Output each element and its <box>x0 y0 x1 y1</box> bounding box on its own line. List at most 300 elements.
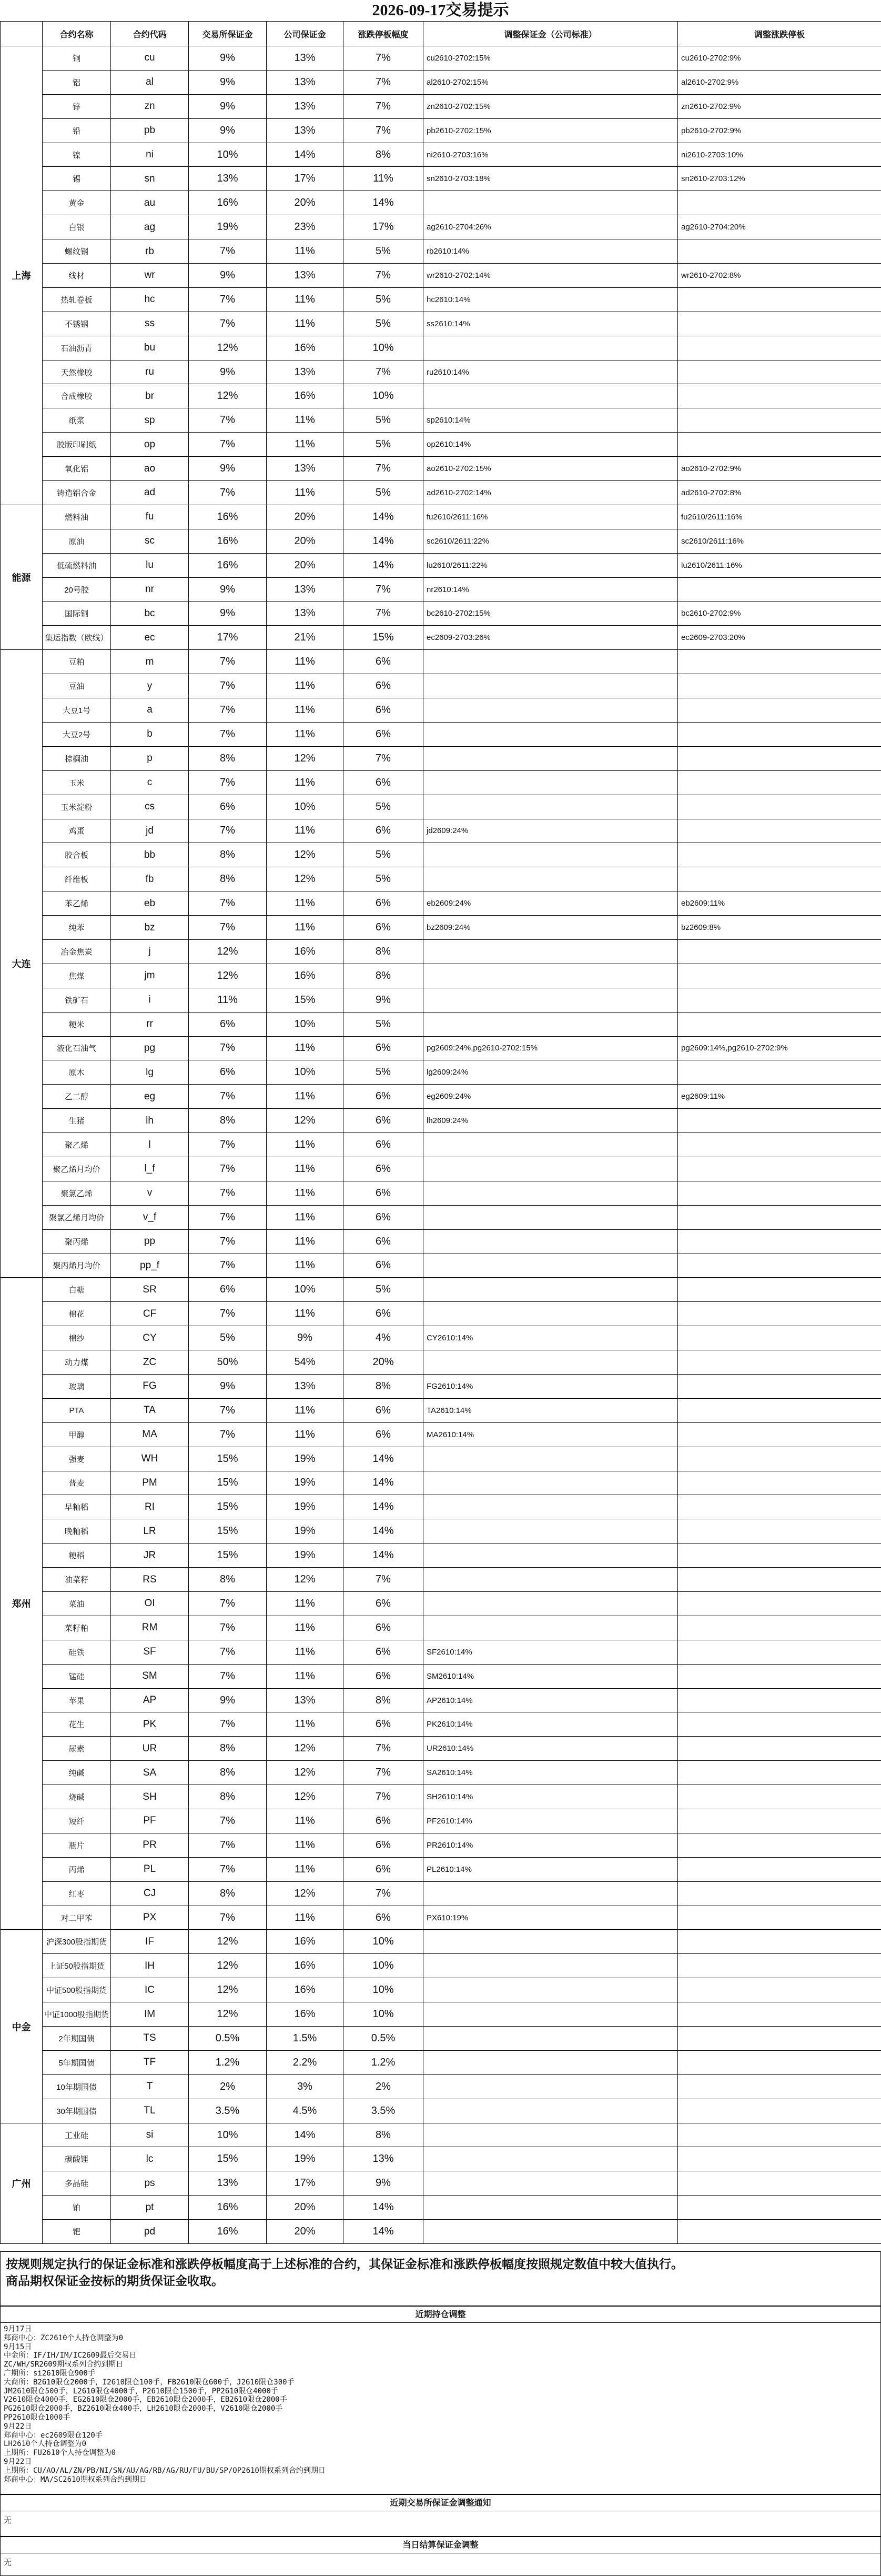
exchange-label: 中金 <box>1 1930 43 2123</box>
adjusted-limit-cell <box>678 408 881 433</box>
contract-name-cell: 原木 <box>43 1060 111 1085</box>
exchange-margin-cell: 5% <box>189 1326 267 1350</box>
contract-code-cell: TF <box>111 2050 189 2074</box>
limit-range-cell: 0.5% <box>343 2027 423 2051</box>
contract-name-cell: 20号胶 <box>43 577 111 602</box>
limit-range-cell: 5% <box>343 239 423 264</box>
adjusted-limit-cell <box>678 1978 881 2002</box>
company-margin-cell: 11% <box>267 1616 343 1640</box>
limit-range-cell: 8% <box>343 2123 423 2147</box>
contract-name-cell: 烧碱 <box>43 1785 111 1809</box>
contract-code-cell: IM <box>111 2002 189 2027</box>
adjusted-margin-cell <box>423 2002 678 2027</box>
adjusted-margin-cell: ao2610-2702:15% <box>423 457 678 481</box>
table-row <box>1 167 881 191</box>
limit-range-cell: 8% <box>343 1374 423 1398</box>
company-margin-cell: 20% <box>267 505 343 529</box>
table-row <box>1 1350 881 1375</box>
table-row <box>1 1229 881 1254</box>
contract-name-cell: 瓶片 <box>43 1833 111 1857</box>
exchange-margin-cell: 7% <box>189 916 267 940</box>
header-blank <box>1 22 43 46</box>
contract-code-cell: ao <box>111 457 189 481</box>
contract-code-cell: SM <box>111 1664 189 1688</box>
margin-table <box>0 21 881 2244</box>
exchange-label: 郑州 <box>1 1278 43 1930</box>
limit-range-cell: 8% <box>343 964 423 988</box>
table-row <box>1 1495 881 1519</box>
settle-margin-header: 当日结算保证金调整 <box>0 2537 881 2553</box>
exchange-margin-cell: 8% <box>189 1881 267 1906</box>
adjusted-limit-cell <box>678 795 881 819</box>
table-row <box>1 1592 881 1616</box>
limit-range-cell: 5% <box>343 481 423 505</box>
company-margin-cell: 11% <box>267 1712 343 1737</box>
table-row <box>1 2002 881 2027</box>
exchange-margin-cell: 7% <box>189 770 267 795</box>
adjusted-limit-cell <box>678 1471 881 1495</box>
contract-code-cell: SF <box>111 1640 189 1664</box>
adjusted-limit-cell <box>678 1906 881 1930</box>
table-row <box>1 1326 881 1350</box>
adjusted-limit-cell: pb2610-2702:9% <box>678 118 881 143</box>
limit-range-cell: 6% <box>343 1036 423 1060</box>
exchange-margin-cell: 7% <box>189 722 267 746</box>
limit-range-cell: 6% <box>343 1133 423 1157</box>
company-margin-cell: 11% <box>267 1133 343 1157</box>
contract-name-cell: 甲醇 <box>43 1422 111 1447</box>
adjusted-margin-cell: fu2610/2611:16% <box>423 505 678 529</box>
exchange-margin-cell: 7% <box>189 481 267 505</box>
adjusted-limit-cell <box>678 1302 881 1326</box>
table-row <box>1 336 881 360</box>
adjusted-limit-cell: eb2609:11% <box>678 891 881 916</box>
adjusted-margin-cell: pb2610-2702:15% <box>423 118 678 143</box>
company-margin-cell: 11% <box>267 650 343 674</box>
contract-code-cell: op <box>111 433 189 457</box>
recent-line: V2610限仓4000手，EG2610限仓2000手，EB2610限仓2000手，EB2610限仓2000手 <box>4 2395 287 2404</box>
limit-range-cell: 6% <box>343 650 423 674</box>
adjusted-margin-cell: al2610-2702:15% <box>423 70 678 94</box>
contract-name-cell: 30年期国债 <box>43 2099 111 2123</box>
table-row <box>1 2171 881 2196</box>
adjusted-limit-cell <box>678 722 881 746</box>
limit-range-cell: 5% <box>343 408 423 433</box>
company-margin-cell: 12% <box>267 1881 343 1906</box>
contract-code-cell: eb <box>111 891 189 916</box>
limit-range-cell: 6% <box>343 1616 423 1640</box>
table-row <box>1 1761 881 1785</box>
contract-name-cell: 液化石油气 <box>43 1036 111 1060</box>
adjusted-limit-cell <box>678 2220 881 2244</box>
adjusted-limit-cell <box>678 1012 881 1036</box>
adjusted-margin-cell: wr2610-2702:14% <box>423 264 678 288</box>
contract-code-cell: cs <box>111 795 189 819</box>
adjusted-limit-cell <box>678 1326 881 1350</box>
adjusted-margin-cell <box>423 2099 678 2123</box>
company-margin-cell: 16% <box>267 336 343 360</box>
contract-code-cell: TS <box>111 2027 189 2051</box>
contract-name-cell: 大豆2号 <box>43 722 111 746</box>
limit-range-cell: 6% <box>343 1857 423 1881</box>
adjusted-margin-cell: ni2610-2703:16% <box>423 143 678 167</box>
exchange-margin-cell: 8% <box>189 867 267 891</box>
contract-code-cell: lg <box>111 1060 189 1085</box>
exchange-margin-cell: 7% <box>189 287 267 312</box>
contract-code-cell: eg <box>111 1085 189 1109</box>
adjusted-limit-cell <box>678 2027 881 2051</box>
exchange-margin-cell: 9% <box>189 70 267 94</box>
limit-range-cell: 8% <box>343 939 423 964</box>
limit-range-cell: 7% <box>343 1568 423 1592</box>
contract-name-cell: 玉米 <box>43 770 111 795</box>
adjusted-limit-cell <box>678 1157 881 1181</box>
limit-range-cell: 11% <box>343 167 423 191</box>
contract-name-cell: 动力煤 <box>43 1350 111 1375</box>
company-margin-cell: 11% <box>267 287 343 312</box>
table-row <box>1 1640 881 1664</box>
limit-range-cell: 7% <box>343 1785 423 1809</box>
table-row <box>1 191 881 215</box>
contract-name-cell: 国际铜 <box>43 602 111 626</box>
table-row <box>1 215 881 239</box>
adjusted-limit-cell <box>678 1398 881 1422</box>
company-margin-cell: 12% <box>267 1109 343 1133</box>
contract-code-cell: UR <box>111 1737 189 1761</box>
recent-line: LH2610个人持仓调整为0 <box>4 2440 87 2449</box>
table-row <box>1 2050 881 2074</box>
table-row <box>1 1954 881 1978</box>
contract-code-cell: sp <box>111 408 189 433</box>
contract-name-cell: 尿素 <box>43 1737 111 1761</box>
adjusted-limit-cell <box>678 2074 881 2099</box>
exchange-margin-cell: 12% <box>189 384 267 408</box>
contract-code-cell: pd <box>111 2220 189 2244</box>
table-row <box>1 795 881 819</box>
recent-line: 9月15日 <box>4 2342 32 2351</box>
table-row <box>1 2074 881 2099</box>
adjusted-margin-cell <box>423 1350 678 1375</box>
contract-name-cell: 钯 <box>43 2220 111 2244</box>
company-margin-cell: 20% <box>267 2220 343 2244</box>
company-margin-cell: 11% <box>267 1398 343 1422</box>
company-margin-cell: 11% <box>267 1664 343 1688</box>
limit-range-cell: 6% <box>343 1809 423 1833</box>
contract-code-cell: al <box>111 70 189 94</box>
table-row <box>1 2027 881 2051</box>
contract-name-cell: 白糖 <box>43 1278 111 1302</box>
contract-name-cell: 白银 <box>43 215 111 239</box>
exchange-margin-cell: 8% <box>189 1737 267 1761</box>
table-row <box>1 867 881 891</box>
contract-name-cell: 豆粕 <box>43 650 111 674</box>
limit-range-cell: 9% <box>343 2171 423 2196</box>
limit-range-cell: 4% <box>343 1326 423 1350</box>
exchange-margin-cell: 7% <box>189 819 267 843</box>
company-margin-cell: 11% <box>267 698 343 723</box>
contract-name-cell: 铂 <box>43 2196 111 2220</box>
adjusted-margin-cell: SA2610:14% <box>423 1761 678 1785</box>
company-margin-cell: 19% <box>267 1495 343 1519</box>
exchange-margin-cell: 12% <box>189 1978 267 2002</box>
contract-code-cell: ni <box>111 143 189 167</box>
adjusted-limit-cell: sc2610/2611:16% <box>678 529 881 553</box>
recent-line: ZC/WH/SR2609期权系列合约到期日 <box>4 2360 124 2369</box>
table-header-row <box>1 22 881 46</box>
exchange-label: 广州 <box>1 2123 43 2243</box>
table-row <box>1 1519 881 1543</box>
adjusted-margin-cell: PF2610:14% <box>423 1809 678 1833</box>
contract-name-cell: 线材 <box>43 264 111 288</box>
recent-line: 上期所：CU/AO/AL/ZN/PB/NI/SN/AU/AG/RB/AG/RU/FU/BU/SP/OP2610期权系列合约到期日 <box>4 2466 326 2475</box>
table-row <box>1 94 881 118</box>
exchange-margin-cell: 8% <box>189 843 267 867</box>
contract-name-cell: 聚氯乙烯月均价 <box>43 1205 111 1229</box>
contract-name-cell: 锰硅 <box>43 1664 111 1688</box>
table-row <box>1 891 881 916</box>
company-margin-cell: 13% <box>267 602 343 626</box>
company-margin-cell: 12% <box>267 1568 343 1592</box>
company-margin-cell: 16% <box>267 2002 343 2027</box>
adjusted-margin-cell <box>423 1495 678 1519</box>
contract-name-cell: 螺纹钢 <box>43 239 111 264</box>
exchange-margin-cell: 9% <box>189 1688 267 1712</box>
adjusted-limit-cell: lu2610/2611:16% <box>678 553 881 577</box>
margin-notice-content: 无 <box>0 2511 881 2537</box>
contract-name-cell: 聚乙烯月均价 <box>43 1157 111 1181</box>
limit-range-cell: 7% <box>343 264 423 288</box>
adjusted-limit-cell <box>678 1857 881 1881</box>
company-margin-cell: 10% <box>267 1060 343 1085</box>
contract-code-cell: lc <box>111 2147 189 2171</box>
table-row <box>1 1930 881 1954</box>
adjusted-margin-cell <box>423 770 678 795</box>
contract-code-cell: MA <box>111 1422 189 1447</box>
exchange-margin-cell: 12% <box>189 964 267 988</box>
limit-range-cell: 6% <box>343 674 423 698</box>
exchange-margin-cell: 6% <box>189 1012 267 1036</box>
contract-name-cell: 黄金 <box>43 191 111 215</box>
exchange-margin-cell: 7% <box>189 1205 267 1229</box>
contract-name-cell: 铸造铝合金 <box>43 481 111 505</box>
exchange-label: 上海 <box>1 46 43 505</box>
margin-notice-header: 近期交易所保证金调整通知 <box>0 2494 881 2511</box>
contract-code-cell: LR <box>111 1519 189 1543</box>
contract-name-cell: 中证1000股指期货 <box>43 2002 111 2027</box>
company-margin-cell: 23% <box>267 215 343 239</box>
adjusted-limit-cell: sn2610-2703:12% <box>678 167 881 191</box>
company-margin-cell: 11% <box>267 1857 343 1881</box>
adjusted-margin-cell <box>423 1133 678 1157</box>
limit-range-cell: 8% <box>343 143 423 167</box>
adjusted-margin-cell: PX610:19% <box>423 1906 678 1930</box>
adjusted-limit-cell <box>678 1930 881 1954</box>
table-row <box>1 770 881 795</box>
adjusted-margin-cell: UR2610:14% <box>423 1737 678 1761</box>
exchange-margin-cell: 12% <box>189 1930 267 1954</box>
company-margin-cell: 11% <box>267 1422 343 1447</box>
contract-name-cell: 锌 <box>43 94 111 118</box>
limit-range-cell: 2% <box>343 2074 423 2099</box>
exchange-margin-cell: 6% <box>189 1060 267 1085</box>
exchange-margin-cell: 2% <box>189 2074 267 2099</box>
limit-range-cell: 6% <box>343 1906 423 1930</box>
company-margin-cell: 11% <box>267 1036 343 1060</box>
table-row <box>1 939 881 964</box>
limit-range-cell: 14% <box>343 2220 423 2244</box>
table-row <box>1 287 881 312</box>
contract-name-cell: 合成橡胶 <box>43 384 111 408</box>
adjusted-margin-cell: bc2610-2702:15% <box>423 602 678 626</box>
exchange-margin-cell: 7% <box>189 1712 267 1737</box>
contract-code-cell: bu <box>111 336 189 360</box>
limit-range-cell: 6% <box>343 1592 423 1616</box>
table-row <box>1 1447 881 1471</box>
contract-code-cell: IH <box>111 1954 189 1978</box>
company-margin-cell: 19% <box>267 1447 343 1471</box>
adjusted-limit-cell <box>678 1616 881 1640</box>
contract-code-cell: au <box>111 191 189 215</box>
adjusted-limit-cell <box>678 674 881 698</box>
adjusted-limit-cell <box>678 384 881 408</box>
contract-code-cell: pt <box>111 2196 189 2220</box>
company-margin-cell: 11% <box>267 674 343 698</box>
adjusted-limit-cell: ec2609-2703:20% <box>678 626 881 650</box>
adjusted-margin-cell: ss2610:14% <box>423 312 678 336</box>
contract-name-cell: 5年期国债 <box>43 2050 111 2074</box>
limit-range-cell: 6% <box>343 1302 423 1326</box>
company-margin-cell: 20% <box>267 529 343 553</box>
adjusted-limit-cell: bz2609:8% <box>678 916 881 940</box>
table-row <box>1 1036 881 1060</box>
contract-code-cell: WH <box>111 1447 189 1471</box>
adjusted-limit-cell <box>678 1664 881 1688</box>
contract-code-cell: SA <box>111 1761 189 1785</box>
company-margin-cell: 12% <box>267 1737 343 1761</box>
company-margin-cell: 13% <box>267 360 343 384</box>
contract-code-cell: IF <box>111 1930 189 1954</box>
company-margin-cell: 11% <box>267 1229 343 1254</box>
limit-range-cell: 5% <box>343 312 423 336</box>
company-margin-cell: 11% <box>267 239 343 264</box>
contract-code-cell: p <box>111 746 189 770</box>
recent-line: PG2610限仓2000手，BZ2610限仓400手，LH2610限仓2000手，V2610限仓2000手 <box>4 2404 283 2413</box>
adjusted-limit-cell: pg2609:14%,pg2610-2702:9% <box>678 1036 881 1060</box>
contract-code-cell: j <box>111 939 189 964</box>
contract-name-cell: PTA <box>43 1398 111 1422</box>
adjusted-margin-cell: CY2610:14% <box>423 1326 678 1350</box>
company-margin-cell: 2.2% <box>267 2050 343 2074</box>
contract-code-cell: nr <box>111 577 189 602</box>
limit-range-cell: 14% <box>343 191 423 215</box>
adjusted-limit-cell <box>678 360 881 384</box>
limit-range-cell: 10% <box>343 1978 423 2002</box>
adjusted-limit-cell <box>678 770 881 795</box>
adjusted-margin-cell <box>423 1229 678 1254</box>
exchange-margin-cell: 50% <box>189 1350 267 1375</box>
contract-name-cell: 聚丙烯 <box>43 1229 111 1254</box>
contract-code-cell: pp_f <box>111 1254 189 1278</box>
contract-code-cell: CJ <box>111 1881 189 1906</box>
limit-range-cell: 7% <box>343 94 423 118</box>
limit-range-cell: 6% <box>343 1181 423 1205</box>
limit-range-cell: 10% <box>343 1930 423 1954</box>
company-margin-cell: 11% <box>267 891 343 916</box>
adjusted-limit-cell <box>678 843 881 867</box>
limit-range-cell: 6% <box>343 1157 423 1181</box>
contract-name-cell: 不锈钢 <box>43 312 111 336</box>
adjusted-margin-cell: lg2609:24% <box>423 1060 678 1085</box>
exchange-margin-cell: 8% <box>189 1109 267 1133</box>
contract-name-cell: 玉米淀粉 <box>43 795 111 819</box>
adjusted-limit-cell: fu2610/2611:16% <box>678 505 881 529</box>
limit-range-cell: 14% <box>343 1519 423 1543</box>
adjusted-margin-cell <box>423 1930 678 1954</box>
exchange-margin-cell: 9% <box>189 457 267 481</box>
table-row <box>1 1664 881 1688</box>
header-code: 合约代码 <box>111 22 189 46</box>
adjusted-limit-cell <box>678 336 881 360</box>
contract-code-cell: FG <box>111 1374 189 1398</box>
contract-name-cell: 冶金焦炭 <box>43 939 111 964</box>
contract-code-cell: bc <box>111 602 189 626</box>
adjusted-limit-cell <box>678 819 881 843</box>
adjusted-margin-cell: MA2610:14% <box>423 1422 678 1447</box>
contract-name-cell: 纸浆 <box>43 408 111 433</box>
exchange-margin-cell: 11% <box>189 988 267 1012</box>
company-margin-cell: 10% <box>267 1278 343 1302</box>
adjusted-margin-cell <box>423 795 678 819</box>
table-row <box>1 239 881 264</box>
adjusted-limit-cell: ao2610-2702:9% <box>678 457 881 481</box>
company-margin-cell: 16% <box>267 384 343 408</box>
table-row <box>1 843 881 867</box>
company-margin-cell: 12% <box>267 1785 343 1809</box>
table-row <box>1 722 881 746</box>
company-margin-cell: 11% <box>267 1181 343 1205</box>
adjusted-margin-cell: bz2609:24% <box>423 916 678 940</box>
adjusted-margin-cell: TA2610:14% <box>423 1398 678 1422</box>
contract-name-cell: 生猪 <box>43 1109 111 1133</box>
table-row <box>1 433 881 457</box>
page-title: 2026-09-17交易提示 <box>0 0 881 22</box>
table-row <box>1 2123 881 2147</box>
table-row <box>1 1422 881 1447</box>
table-row <box>1 1205 881 1229</box>
contract-code-cell: zn <box>111 94 189 118</box>
contract-name-cell: 铜 <box>43 46 111 71</box>
adjusted-margin-cell: FG2610:14% <box>423 1374 678 1398</box>
table-row <box>1 1109 881 1133</box>
adjusted-limit-cell <box>678 964 881 988</box>
contract-name-cell: 石油沥青 <box>43 336 111 360</box>
company-margin-cell: 3% <box>267 2074 343 2099</box>
adjusted-margin-cell: sc2610/2611:22% <box>423 529 678 553</box>
adjusted-margin-cell <box>423 384 678 408</box>
company-margin-cell: 54% <box>267 1350 343 1375</box>
limit-range-cell: 14% <box>343 1495 423 1519</box>
adjusted-margin-cell: AP2610:14% <box>423 1688 678 1712</box>
contract-name-cell: 红枣 <box>43 1881 111 1906</box>
limit-range-cell: 7% <box>343 1881 423 1906</box>
table-row <box>1 457 881 481</box>
company-margin-cell: 19% <box>267 1471 343 1495</box>
contract-name-cell: 2年期国债 <box>43 2027 111 2051</box>
limit-range-cell: 6% <box>343 1254 423 1278</box>
adjusted-limit-cell <box>678 1833 881 1857</box>
table-row <box>1 70 881 94</box>
limit-range-cell: 6% <box>343 1640 423 1664</box>
